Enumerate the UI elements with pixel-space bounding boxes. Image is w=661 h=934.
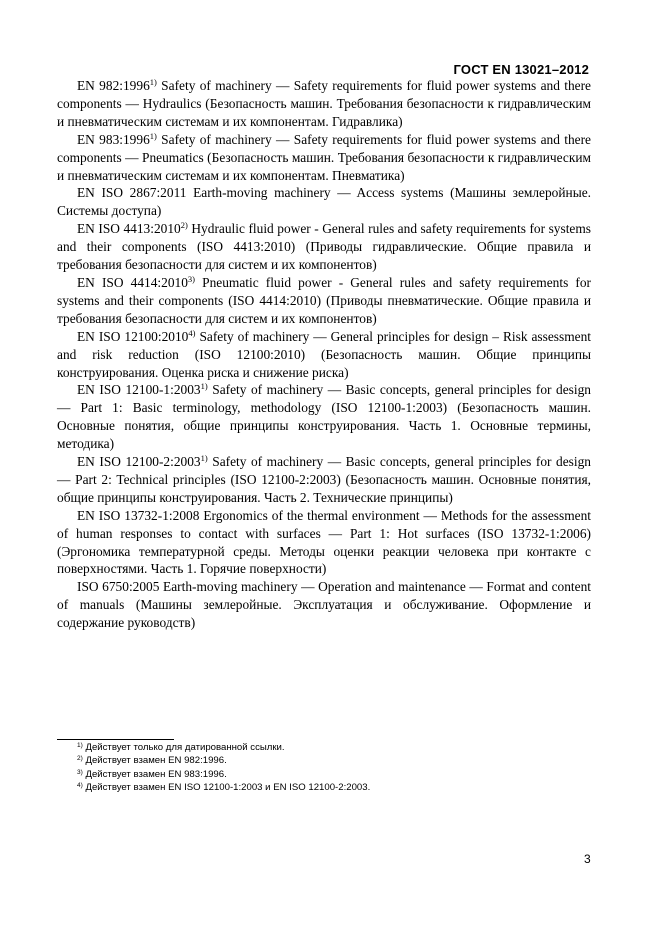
footnote-text: Действует взамен EN 983:1996. [82, 768, 227, 780]
reference-code: EN ISO 4413:2010 [77, 221, 181, 237]
reference-item [57, 381, 591, 453]
reference-item [57, 578, 591, 632]
footnote-marker: 1) [149, 77, 157, 87]
footnote-marker: 1) [149, 130, 157, 141]
reference-code: ISO 6750:2005 [77, 579, 160, 595]
footnote [77, 754, 370, 767]
footnote-marker: 1) [200, 381, 208, 392]
footnotes [77, 741, 370, 795]
reference-item [57, 184, 591, 220]
page-number: 3 [584, 852, 591, 866]
reference-text: Safety of machinery — Safety requirements for fluid power systems and there components — Hydraulics (Безопасность машин. Требования безопасности к гидравлическим и пневматическим системам и их компонентам. Гидравлика) [57, 78, 591, 129]
footnote [77, 781, 370, 794]
footnote-marker: 4) [188, 327, 196, 338]
document-code-header: ГОСТ EN 13021–2012 [453, 62, 589, 77]
footnote-text: Действует только для датированной ссылки. [82, 742, 285, 753]
reference-item [57, 328, 591, 382]
reference-code: EN ISO 12100-1:2003 [77, 382, 201, 398]
footnote-marker: 2) [180, 220, 188, 231]
reference-text: Ergonomics of the thermal environment — Methods for the assessment of human responses to contact with surfaces — Part 1: Hot surfaces (ISO 13732-1:2006) (Эргономика температурной среды. Методы оценки реакции человека при контакте с поверхностями. Часть 1. Горячие поверхности) [57, 507, 591, 577]
reference-item [57, 131, 591, 185]
footnote-divider [57, 739, 174, 740]
reference-code: EN ISO 13732-1:2008 [77, 507, 200, 523]
reference-code: EN ISO 12100-2:2003 [77, 454, 201, 470]
reference-code: EN 982:1996 [77, 78, 150, 93]
footnote [77, 768, 370, 781]
footnote-mark: 3) [77, 768, 83, 776]
reference-text: Earth-moving machinery — Access systems (Машины землеройные. Системы доступа) [57, 185, 591, 219]
reference-item [57, 274, 591, 328]
reference-item [57, 453, 591, 507]
reference-code: EN ISO 12100:2010 [77, 328, 189, 344]
footnote-mark: 2) [77, 755, 83, 763]
reference-text: Safety of machinery — General principles for design – Risk assessment and risk reduction (ISO 12100:2010) (Безопасность машин. Общие принципы конструирования. Оценка риска и снижение риска) [57, 328, 591, 380]
reference-text: Pneumatic fluid power - General rules and safety requirements for systems and their components (ISO 4414:2010) (Приводы пневматические. Общие правила и требования безопасности для систем и их компонентов) [57, 274, 591, 326]
footnote-mark: 4) [77, 782, 83, 790]
reference-text: Safety of machinery — Safety requirements for fluid power systems and there components — Pneumatics (Безопасность машин. Требования безопасности к гидравлическим и пневматическим системам и их компонентам. Пневматика) [57, 131, 591, 183]
footnote-marker: 1) [200, 453, 208, 464]
reference-code: EN ISO 2867:2011 [77, 185, 187, 201]
reference-item [57, 220, 591, 274]
footnote-text: Действует взамен EN 982:1996. [82, 755, 227, 767]
reference-item [57, 507, 591, 579]
reference-code: EN ISO 4414:2010 [77, 274, 188, 290]
reference-text: Safety of machinery — Basic concepts, general principles for design — Part 1: Basic terminology, methodology (ISO 12100-1:2003) (Безопасность машин. Основные понятия, общие принципы конструирования. Часть 1. Основные термины, методика) [57, 382, 591, 452]
footnote-marker: 3) [187, 273, 196, 284]
footnote-mark: 1) [77, 742, 83, 749]
footnote [77, 741, 370, 754]
reference-text: Earth-moving machinery — Operation and maintenance — Format and content of manuals (Машины землеройные. Эксплуатация и обслуживание. Оформление и содержание руководств) [57, 579, 591, 631]
footnote-text: Действует взамен EN ISO 12100-1:2003 и EN ISO 12100-2:2003. [82, 782, 371, 794]
reference-text: Hydraulic fluid power - General rules and safety requirements for systems and their components (ISO 4413:2010) (Приводы гидравлические. Общие правила и требования безопасности для систем и их компонентов) [57, 221, 592, 273]
normative-references [57, 77, 591, 632]
reference-text: Safety of machinery — Basic concepts, general principles for design — Part 2: Technical principles (ISO 12100-2:2003) (Безопасность машин. Основные понятия, общие принципы конструирования. Часть 2. Технические принципы) [57, 454, 591, 505]
reference-code: EN 983:1996 [77, 131, 150, 147]
reference-item [57, 77, 591, 131]
